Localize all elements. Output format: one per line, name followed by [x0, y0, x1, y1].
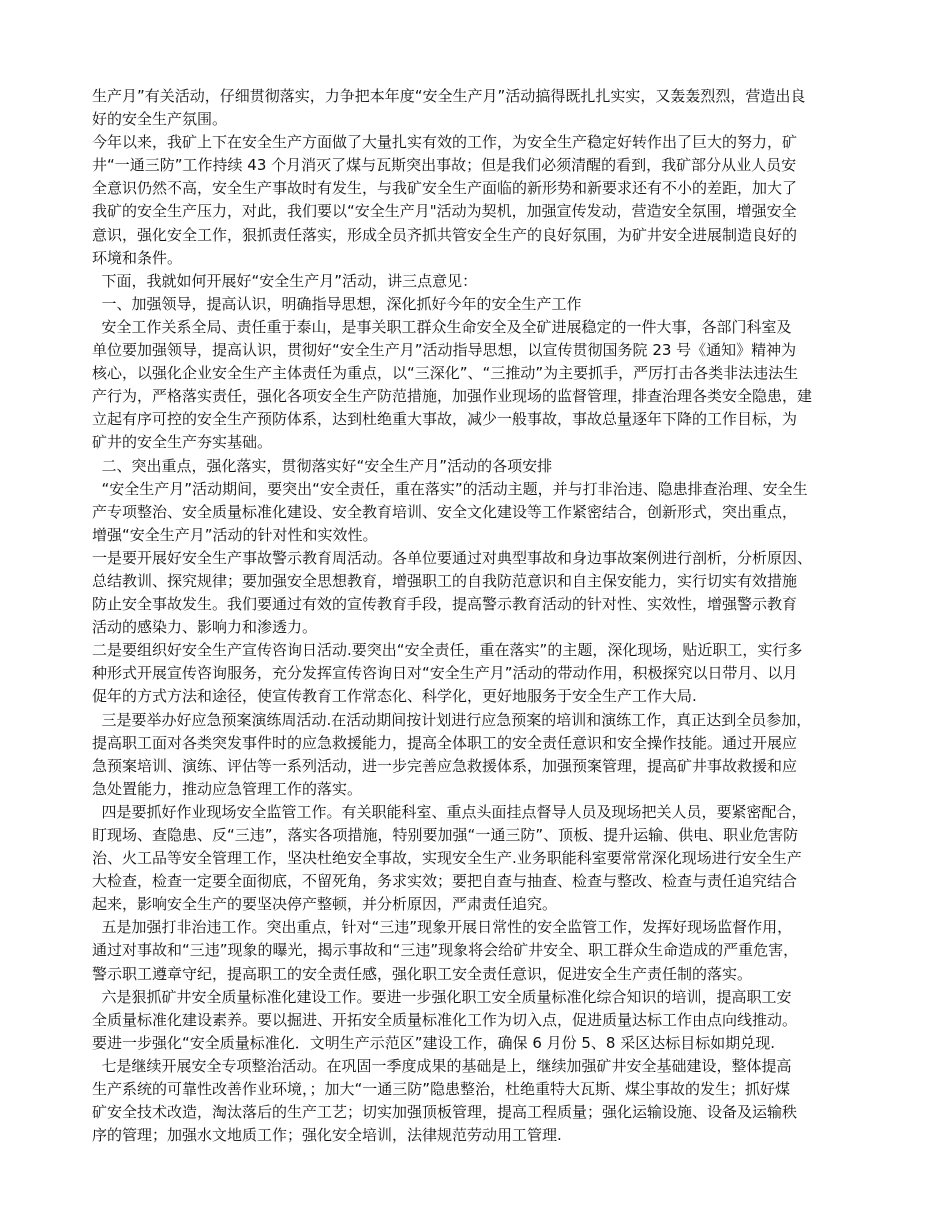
- text-line: 警示职工遵章守纪，提高职工的安全责任感，强化职工安全责任意识，促进安全生产责任制的落实。: [92, 964, 753, 983]
- text-line: 核心，以强化企业安全生产主体责任为重点，以“三深化”、“三推动”为主要抓手，严厉打击各类非法违法生: [92, 364, 799, 383]
- text-line: 五是加强打非治违工作。突出重点，针对“三违”现象开展日常性的安全监管工作，发挥好现场监督作用，: [92, 918, 793, 937]
- text-line: 总结教训、探究规律；要加强安全思想教育，增强职工的自我防范意识和自主保安能力，实行切实有效措施: [92, 571, 798, 590]
- text-line: 产专项整治、安全质量标准化建设、安全教育培训、安全文化建设等工作紧密结合，创新形式，突出重点，: [92, 502, 798, 521]
- text-line: 矿安全技术改造，淘汰落后的生产工艺；切实加强顶板管理，提高工程质量；强化运输设施、设备及运输秩: [92, 1103, 798, 1122]
- text-line: 全质量标准化建设素养。要以掘进、开拓安全质量标准化工作为切入点，促进质量达标工作由点向线推动。: [92, 1010, 798, 1029]
- text-line: 活动的感染力、影响力和渗透力。: [92, 618, 318, 637]
- text-line: 盯现场、查隐患、反“三违”，落实各项措施，特别要加强“一通三防”、顶板、提升运输、供电、职业危害防: [92, 826, 799, 844]
- text-line: 通过对事故和“三违”现象的曝光，揭示事故和“三违”现象将会给矿井安全、职工群众生命造成的严重危害，: [92, 941, 799, 960]
- text-line: 环境和条件。: [92, 248, 183, 267]
- text-line: 治、火工品等安全管理工作，坚决杜绝安全事故，实现安全生产.业务职能科室要常常深化现场进行安全生产: [92, 849, 802, 868]
- text-line: 一是要开展好安全生产事故警示教育周活动。各单位要通过对典型事故和身边事故案例进行剖析，分析原因、: [92, 548, 813, 567]
- text-line: 促年的方式方法和途径，使宣传教育工作常态化、科学化，更好地服务于安全生产工作大局.: [92, 687, 697, 706]
- text-line: 大检查，检查一定要全面彻底，不留死角，务求实效；要把自查与抽查、检查与整改、检查与责任追究结合: [92, 872, 798, 891]
- text-line: 四是要抓好作业现场安全监管工作。有关职能科室、重点头面挂点督导人员及现场把关人员，要紧密配合，: [92, 802, 807, 821]
- text-line: “安全生产月”活动期间，要突出“安全责任，重在落实”的活动主题，并与打非治违、隐患排查治理、安全生: [92, 479, 808, 498]
- text-line: 好的安全生产氛围。: [92, 110, 228, 129]
- text-line: 矿井的安全生产夯实基础。: [92, 433, 273, 452]
- text-line: 单位要加强领导，提高认识，贯彻好“安全生产月”活动指导思想，以宣传贯彻国务院 23 号《通知》精神为: [92, 341, 797, 360]
- text-line: 安全工作关系全局、责任重于泰山，是事关职工群众生命安全及全矿进展稳定的一件大事，各部门科室及: [92, 317, 792, 336]
- text-line: 一、加强领导，提高认识，明确指导思想，深化抓好今年的安全生产工作: [92, 294, 582, 313]
- text-line: 产行为，严格落实责任，强化各项安全生产防范措施，加强作业现场的监督管理，排查治理各类安全隐患，建: [92, 387, 813, 406]
- text-line: 生产系统的可靠性改善作业环境，；加大“一通三防”隐患整治，杜绝重特大瓦斯、煤尘事故的发生；抓好煤: [92, 1080, 791, 1099]
- text-line: 要进一步强化“安全质量标准化．文明生产示范区”建设工作，确保 6 月份 5、8 采区达标目标如期兑现.: [92, 1033, 776, 1052]
- text-line: 七是继续开展安全专项整治活动。在巩固一季度成果的基础是上，继续加强矿井安全基础建设，整体提高: [92, 1056, 792, 1075]
- text-line: 今年以来，我矿上下在安全生产方面做了大量扎实有效的工作，为安全生产稳定好转作出了巨大的努力，矿: [92, 133, 798, 152]
- text-line: 提高职工面对各类突发事件时的应急救援能力，提高全体职工的安全责任意识和安全操作技能。通过开展应: [92, 733, 798, 752]
- text-line: 三是要举办好应急预案演练周活动.在活动期间按计划进行应急预案的培训和演练工作，真正达到全员参加，: [92, 710, 812, 729]
- text-line: 井“一通三防”工作持续 43 个月消灭了煤与瓦斯突出事故；但是我们必须清醒的看到，我矿部分从业人员安: [92, 156, 797, 175]
- text-line: 增强“安全生产月”活动的针对性和实效性。: [92, 525, 378, 544]
- text-line: 种形式开展宣传咨询服务，充分发挥宣传咨询日对“安全生产月”活动的带动作用，积极探究以日带月、以月: [92, 664, 798, 683]
- text-line: 急处置能力，推动应急管理工作的落实。: [92, 779, 363, 798]
- text-line: 急预案培训、演练、评估等一系列活动，进一步完善应急救援体系，加强预案管理，提高矿井事故救援和应: [92, 756, 798, 775]
- text-line: 全意识仍然不高，安全生产事故时有发生，与我矿安全生产面临的新形势和新要求还有不小的差距，加大了: [92, 179, 798, 198]
- document-body: [92, 85, 860, 1147]
- text-line: 六是狠抓矿井安全质量标准化建设工作。要进一步强化职工安全质量标准化综合知识的培训，提高职工安: [92, 987, 792, 1006]
- text-line: 序的管理；加强水文地质工作；强化安全培训，法律规范劳动用工管理.: [92, 1126, 562, 1145]
- text-line: 起来，影响安全生产的要坚决停产整顿，并分析原因，严肃责任追究。: [92, 895, 558, 914]
- text-line: 我矿的安全生产压力，对此，我们要以“安全生产月"活动为契机，加强宣传发动，营造安全氛围，增强安全: [92, 202, 797, 221]
- text-line: 防止安全事故发生。我们要通过有效的宣传教育手段，提高警示教育活动的针对性、实效性，增强警示教育: [92, 595, 798, 614]
- text-line: 生产月”有关活动，仔细贯彻落实，力争把本年度“安全生产月”活动搞得既扎扎实实，又轰轰烈烈，营造出良: [92, 87, 806, 105]
- text-line: 二是要组织好安全生产宣传咨询日活动.要突出“安全责任，重在落实”的主题，深化现场，贴近职工，实行多: [92, 641, 803, 660]
- text-line: 立起有序可控的安全生产预防体系，达到杜绝重大事故，减少一般事故，事故总量逐年下降的工作目标，为: [92, 410, 798, 429]
- text-line: 意识，强化安全工作，狠抓责任落实，形成全员齐抓共管安全生产的良好氛围，为矿井安全进展制造良好的: [92, 225, 798, 244]
- text-line: 二、突出重点，强化落实，贯彻落实好“安全生产月”活动的各项安排: [92, 456, 553, 475]
- text-line: 下面，我就如何开展好“安全生产月”活动，讲三点意见：: [92, 271, 478, 290]
